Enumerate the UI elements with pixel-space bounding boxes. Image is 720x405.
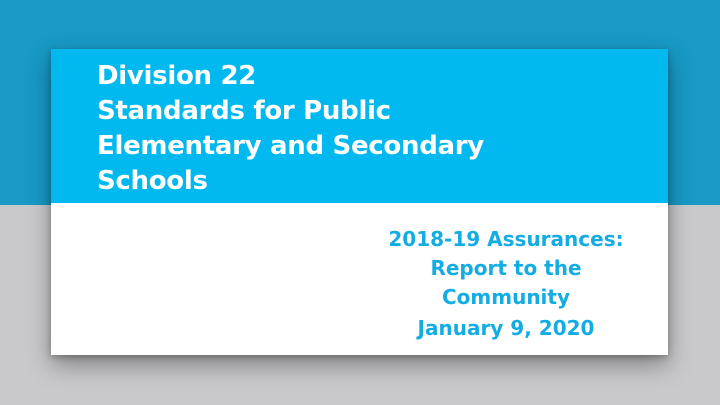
slide-subtitle (356, 225, 656, 312)
slide-title (97, 59, 484, 199)
title-line-4: Schools (97, 166, 208, 196)
title-line-3: Elementary and Secondary (97, 131, 484, 161)
title-slide-card (51, 49, 668, 355)
subtitle-line-3: Community (441, 285, 571, 309)
slide-date: January 9, 2020 (417, 316, 595, 340)
subtitle-line-2: Report to the (430, 256, 582, 280)
title-line-2: Standards for Public (97, 96, 391, 126)
title-line-1: Division 22 (97, 61, 257, 91)
subtitle-line-1: 2018-19 Assurances: (388, 227, 624, 251)
